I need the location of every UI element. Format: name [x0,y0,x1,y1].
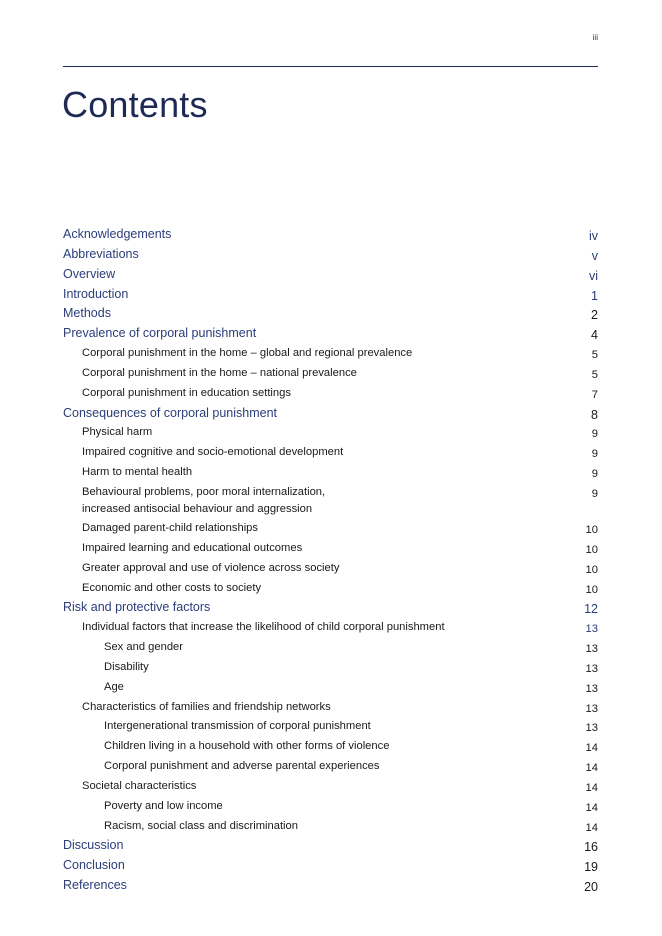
toc-entry-label: Disability [104,660,149,673]
header-rule [63,66,598,67]
toc-entry-page: 8 [591,407,598,422]
toc-entry-label: Abbreviations [63,246,139,261]
toc-entry-page: 13 [585,662,598,675]
toc-entry-page: 4 [591,328,598,343]
toc-entry-prev-home-national[interactable] [63,365,598,385]
toc-entry-abbreviations[interactable] [63,246,598,266]
toc-entry-acknowledgements[interactable] [63,226,598,246]
toc-entry-label: Children living in a household with other forms of violence [104,740,390,753]
toc-entry-label [63,484,325,518]
toc-entry-page: v [591,248,598,263]
toc-entry-age[interactable] [63,679,598,699]
toc-entry-page: 9 [591,468,598,481]
toc-entry-racism[interactable] [63,818,598,838]
toc-entry-page: 9 [591,487,598,500]
toc-entry-label: Sex and gender [104,641,183,654]
toc-entry-impaired-cognitive[interactable] [63,444,598,464]
toc-entry-economic-costs[interactable] [63,580,598,600]
table-of-contents [63,226,598,897]
toc-entry-references[interactable] [63,877,598,897]
toc-entry-label: Methods [63,306,111,321]
toc-entry-prev-education[interactable] [63,385,598,405]
toc-entry-page: 10 [585,563,598,576]
toc-entry-page: 14 [585,801,598,814]
toc-entry-page: 16 [584,840,598,855]
toc-entry-label: Corporal punishment in the home – national prevalence [82,366,357,379]
toc-entry-label: Racism, social class and discrimination [104,819,298,832]
toc-entry-label: Societal characteristics [82,779,197,792]
toc-entry-label: Damaged parent-child relationships [82,521,258,534]
toc-entry-page: 12 [584,602,598,617]
toc-entry-damaged-relationships[interactable] [63,520,598,540]
toc-entry-consequences[interactable] [63,405,598,425]
toc-entry-page: 13 [585,682,598,695]
toc-entry-label: Corporal punishment in education settings [82,386,291,399]
toc-entry-sex-gender[interactable] [63,639,598,659]
toc-entry-label: Poverty and low income [104,799,223,812]
toc-entry-page: 13 [585,702,598,715]
toc-entry-impaired-learning[interactable] [63,540,598,560]
toc-entry-mental-health[interactable] [63,464,598,484]
toc-entry-behavioural[interactable] [63,484,598,520]
toc-entry-adverse-experiences[interactable] [63,758,598,778]
toc-entry-risk-factors[interactable] [63,599,598,619]
toc-entry-label: Prevalence of corporal punishment [63,326,257,341]
toc-entry-poverty[interactable] [63,798,598,818]
toc-entry-label: Intergenerational transmission of corporal punishment [104,720,371,733]
toc-entry-label: Consequences of corporal punishment [63,405,278,420]
toc-entry-page: 13 [585,722,598,735]
toc-entry-label: Introduction [63,286,129,301]
toc-entry-page: 19 [584,860,598,875]
toc-entry-prevalence[interactable] [63,325,598,345]
toc-entry-societal[interactable] [63,778,598,798]
toc-entry-label: Harm to mental health [82,466,193,479]
page-number: iii [592,33,598,42]
toc-entry-label: Discussion [63,838,124,853]
toc-entry-label: Characteristics of families and friendship networks [82,700,331,713]
page-title: Contents [62,84,208,125]
toc-entry-introduction[interactable] [63,286,598,306]
toc-entry-page: 5 [591,349,598,362]
toc-entry-page: 10 [585,523,598,536]
toc-entry-physical-harm[interactable] [63,424,598,444]
toc-entry-conclusion[interactable] [63,857,598,877]
toc-entry-page: vi [588,268,598,283]
toc-entry-greater-approval[interactable] [63,560,598,580]
toc-entry-page: 20 [584,880,598,895]
toc-entry-page: 14 [585,762,598,775]
toc-entry-label: Impaired cognitive and socio-emotional development [82,446,344,459]
toc-entry-label: Age [104,680,124,693]
toc-entry-methods[interactable] [63,305,598,325]
toc-entry-page: 10 [585,543,598,556]
toc-entry-label: Acknowledgements [63,227,172,241]
toc-entry-label: Impaired learning and educational outcomes [82,541,303,554]
toc-entry-page: 14 [585,742,598,755]
toc-entry-label: Corporal punishment in the home – global and regional prevalence [82,347,413,360]
toc-entry-page: 13 [585,623,598,636]
toc-entry-label: Economic and other costs to society [82,581,262,594]
toc-entry-label: Overview [63,266,116,281]
toc-entry-disability[interactable] [63,659,598,679]
toc-entry-label: References [63,878,127,893]
toc-entry-label: Corporal punishment and adverse parental experiences [104,760,380,773]
toc-entry-label: Physical harm [82,426,153,439]
toc-entry-page: 7 [591,388,598,401]
toc-entry-page: 14 [585,821,598,834]
toc-entry-page: 10 [585,583,598,596]
toc-entry-label: Conclusion [63,858,125,873]
toc-entry-prev-home-global[interactable] [63,345,598,365]
toc-entry-overview[interactable] [63,266,598,286]
toc-entry-label: Greater approval and use of violence across society [82,561,340,574]
toc-entry-discussion[interactable] [63,837,598,857]
toc-entry-page: 1 [591,288,598,303]
toc-entry-page: iv [588,229,598,243]
toc-entry-household-violence[interactable] [63,738,598,758]
toc-entry-label-line: Behavioural problems, poor moral internalization, [82,485,326,498]
toc-entry-label-line: increased antisocial behaviour and aggression [82,502,313,515]
toc-entry-individual-factors[interactable] [63,619,598,639]
toc-entry-page: 9 [591,448,598,461]
toc-entry-label: Individual factors that increase the likelihood of child corporal punishment [82,621,445,634]
toc-entry-intergenerational[interactable] [63,718,598,738]
toc-entry-page: 5 [591,368,598,381]
toc-entry-page: 2 [591,308,598,323]
toc-entry-label: Risk and protective factors [63,600,211,615]
toc-entry-families[interactable] [63,699,598,719]
toc-entry-page: 14 [585,781,598,794]
toc-entry-page: 13 [585,643,598,656]
toc-entry-page: 9 [591,428,598,441]
